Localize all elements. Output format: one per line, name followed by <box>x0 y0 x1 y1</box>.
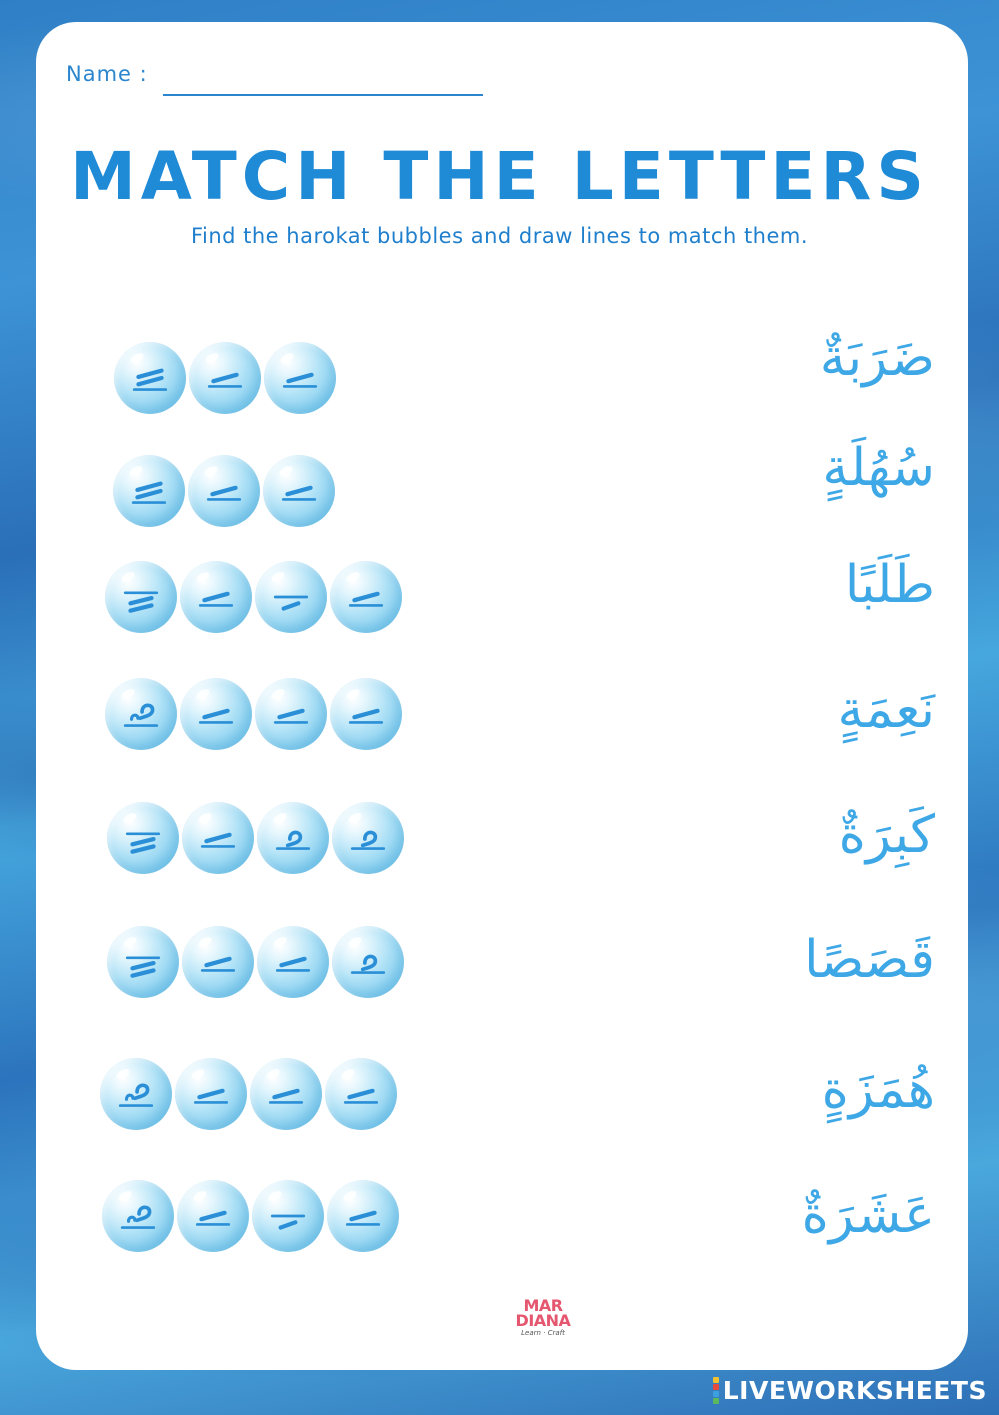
fathah-icon <box>279 471 319 511</box>
tanwin-dammah-icon <box>116 1074 156 1114</box>
watermark-text: LIVEWORKSHEETS <box>722 1375 987 1405</box>
arabic-word[interactable]: سُهُلَةٍ <box>822 438 935 498</box>
fathah-icon <box>198 942 238 982</box>
harakat-bubble[interactable] <box>100 1058 172 1130</box>
liveworksheets-icon <box>713 1377 719 1404</box>
harakat-bubble[interactable] <box>189 342 261 414</box>
harakat-bubble[interactable] <box>188 455 260 527</box>
fathah-icon <box>193 1196 233 1236</box>
fathah-icon <box>191 1074 231 1114</box>
harakat-bubble[interactable] <box>182 926 254 998</box>
fathah-icon <box>196 577 236 617</box>
harakat-bubble[interactable] <box>330 561 402 633</box>
harakat-bubble[interactable] <box>102 1180 174 1252</box>
harakat-bubble[interactable] <box>263 455 335 527</box>
tanwin-dammah-icon <box>121 694 161 734</box>
icon-square <box>713 1391 719 1397</box>
harakat-bubble[interactable] <box>180 561 252 633</box>
harakat-bubble[interactable] <box>114 342 186 414</box>
harakat-bubble[interactable] <box>113 455 185 527</box>
harakat-bubble[interactable] <box>257 926 329 998</box>
tanwin-kasrah-icon <box>123 942 163 982</box>
instructions: Find the harokat bubbles and draw lines to match them. <box>190 224 809 248</box>
name-label: Name : <box>66 62 148 86</box>
fathah-icon <box>341 1074 381 1114</box>
tanwin-dammah-icon <box>118 1196 158 1236</box>
harakat-bubble[interactable] <box>332 926 404 998</box>
harakat-bubble[interactable] <box>332 802 404 874</box>
harakat-bubble[interactable] <box>257 802 329 874</box>
fathah-icon <box>196 694 236 734</box>
icon-square <box>713 1377 719 1383</box>
arabic-word[interactable]: هُمَزَةٍ <box>821 1060 935 1120</box>
arabic-word[interactable]: ضَرَبَةٌ <box>819 328 935 388</box>
fathah-icon <box>198 818 238 858</box>
harakat-bubble[interactable] <box>105 561 177 633</box>
harakat-bubble[interactable] <box>255 561 327 633</box>
dammah-icon <box>348 942 388 982</box>
liveworksheets-watermark[interactable] <box>713 1375 987 1405</box>
fathah-icon <box>346 577 386 617</box>
dammah-icon <box>348 818 388 858</box>
fathah-icon <box>266 1074 306 1114</box>
fathah-icon <box>273 942 313 982</box>
harakat-bubble[interactable] <box>264 342 336 414</box>
name-input-line[interactable] <box>163 94 483 96</box>
arabic-word[interactable]: عَشَرَةٌ <box>801 1185 935 1245</box>
harakat-bubble[interactable] <box>325 1058 397 1130</box>
harakat-bubble[interactable] <box>105 678 177 750</box>
kasrah-icon <box>271 577 311 617</box>
tanwin-fathah-icon <box>129 471 169 511</box>
harakat-bubble[interactable] <box>255 678 327 750</box>
harakat-bubble[interactable] <box>177 1180 249 1252</box>
tanwin-fathah-icon <box>130 358 170 398</box>
harakat-bubble[interactable] <box>327 1180 399 1252</box>
harakat-bubble[interactable] <box>175 1058 247 1130</box>
fathah-icon <box>271 694 311 734</box>
dammah-icon <box>273 818 313 858</box>
harakat-bubble[interactable] <box>250 1058 322 1130</box>
harakat-bubble[interactable] <box>330 678 402 750</box>
arabic-word[interactable]: قَصَصًا <box>804 930 935 990</box>
tanwin-kasrah-icon <box>121 577 161 617</box>
fathah-icon <box>205 358 245 398</box>
fathah-icon <box>280 358 320 398</box>
logo-tagline: Learn · Craft <box>521 1329 565 1337</box>
fathah-icon <box>346 694 386 734</box>
harakat-bubble[interactable] <box>107 802 179 874</box>
icon-square <box>713 1398 719 1404</box>
arabic-word[interactable]: طَلَبًا <box>844 555 935 615</box>
logo-line-2: DIANA <box>515 1311 571 1330</box>
tanwin-kasrah-icon <box>123 818 163 858</box>
icon-square <box>713 1384 719 1390</box>
mardiana-logo <box>498 1298 588 1346</box>
kasrah-icon <box>268 1196 308 1236</box>
arabic-word[interactable]: كَبِرَةٌ <box>838 805 935 865</box>
fathah-icon <box>204 471 244 511</box>
harakat-bubble[interactable] <box>180 678 252 750</box>
arabic-word[interactable]: نَعِمَةٍ <box>837 680 935 740</box>
page-title: MATCH THE LETTERS <box>70 138 929 215</box>
logo-line-1: MAR <box>523 1296 563 1315</box>
harakat-bubble[interactable] <box>182 802 254 874</box>
harakat-bubble[interactable] <box>107 926 179 998</box>
harakat-bubble[interactable] <box>252 1180 324 1252</box>
fathah-icon <box>343 1196 383 1236</box>
